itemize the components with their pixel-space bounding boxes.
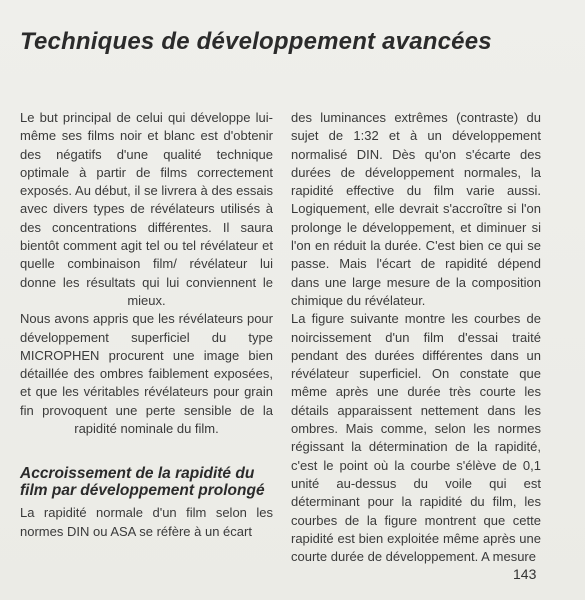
intro-paragraph: Le but principal de celui qui développe lui-même ses films noir et blanc est d'obtenir des négatifs d'une qualité technique optimale à partir de films correctement exposés. Au début, il se livrera à des essais avec divers types de révélateurs utilisés à des concentrations différentes. Il saura bientôt comment agit tel ou tel révélateur et quelle combinaison film/ révélateur lui donne les résultats qui lui conviennent le mieux.: [20, 110, 273, 308]
microphen-paragraph: Nous avons appris que les révélateurs pour développement superficiel du type MICROPHEN procurent une image bien détaillée des ombres faiblement exposées, et que les véritables révélateurs pour grain fin provoquent une perte sensible de la rapidité nominale du film.: [20, 311, 273, 437]
page-number: 143: [513, 566, 537, 582]
figure-paragraph: La figure suivante montre les courbes de noircissement d'un film d'essai traité pendant des durées différentes dans un révélateur superficiel. On constate que même après une durée très courte les détails apparaissent nettement dans les ombres. Mais comme, selon les normes régissant la détermination de la rapidité, c'est le point où la courbe s'élève de 0,1 unité au-dessus du voile qui est déterminant pour la rapidité du film, les courbes de la figure montrent que cette rapidité est bien exploitée même après une courte durée de développement. A mesure: [291, 311, 541, 565]
rapidity-paragraph: La rapidité normale d'un film selon les normes DIN ou ASA se réfère à un écart: [20, 505, 273, 539]
page-title: Techniques de développement avancées: [20, 28, 492, 55]
left-column: [20, 109, 273, 541]
right-column: [291, 109, 541, 566]
section-subheading: Accroissement de la rapidité du film par développement prolongé: [20, 465, 265, 499]
contrast-paragraph: des luminances extrêmes (contraste) du sujet de 1:32 et à un développement normalisé DIN. Dès qu'on s'écarte des durées de développement normales, la rapidité effective du film varie aussi. Logiquement, elle devrait s'accroître si l'on prolonge le développement, et diminuer si l'on en réduit la durée. C'est bien ce qui se passe. Mais l'écart de rapidité dépend dans une large mesure de la composition chimique du révélateur.: [291, 110, 541, 308]
